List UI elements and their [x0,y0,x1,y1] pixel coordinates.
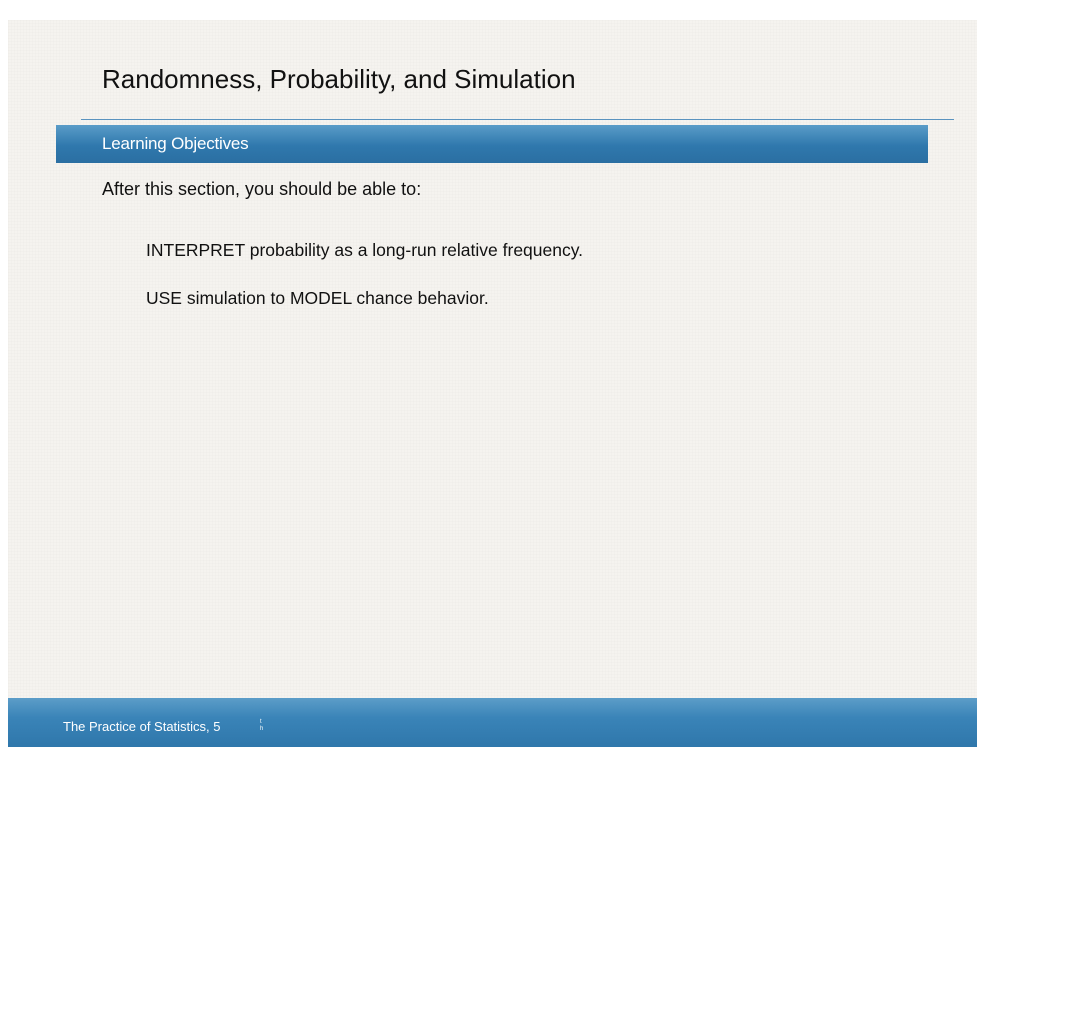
objective-item: INTERPRET probability as a long-run relative frequency. [146,240,584,260]
footer-edition-superscript: th [260,719,264,732]
slide [8,20,977,747]
intro-text: After this section, you should be able to: [102,179,422,199]
objectives-list [146,240,583,336]
footer-bar [8,698,977,747]
objectives-header-label: Learning Objectives [102,134,249,153]
objective-item: USE simulation to MODEL chance behavior. [146,288,489,308]
title-divider [81,119,954,120]
footer-book-title: The Practice of Statistics, 5 [63,719,221,734]
slide-title: Randomness, Probability, and Simulation [102,64,576,94]
objectives-header-bar [56,125,928,163]
